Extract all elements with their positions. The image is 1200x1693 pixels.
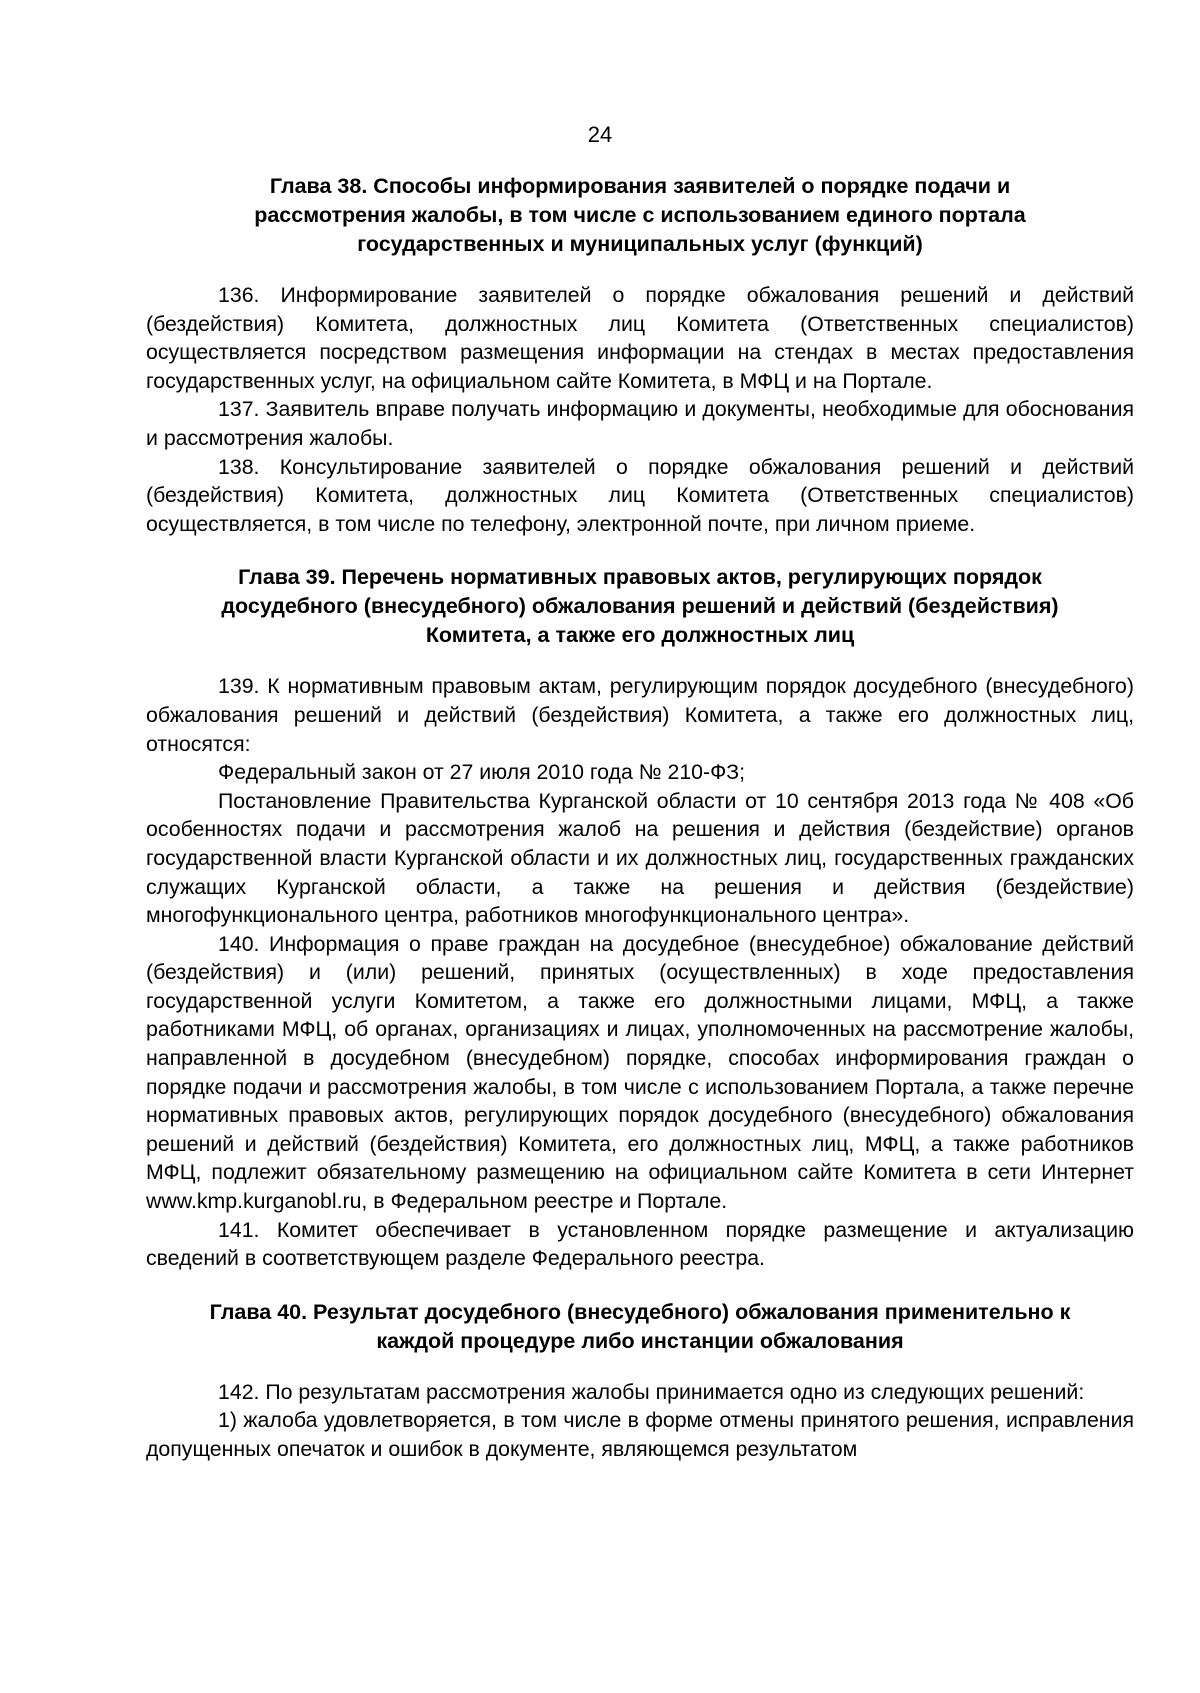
paragraph-139: 139. К нормативным правовым актам, регулирующим порядок досудебного (внесудебного) обжалования решений и действий (бездействия) Комитета, а также его должностных лиц, относятся:	[146, 674, 1134, 756]
chapter-39-heading-line: Комитета, а также его должностных лиц	[425, 623, 855, 648]
chapter-38-heading-line: Глава 38. Способы информирования заявителей о порядке подачи и	[269, 174, 1011, 198]
chapter-40-heading	[146, 1298, 1134, 1356]
paragraph-141: 141. Комитет обеспечивает в установленном порядке размещение и актуализацию сведений в соответствующем разделе Федерального реестра.	[146, 1217, 1134, 1271]
chapter-38-heading-line: государственных и муниципальных услуг (функций)	[357, 232, 923, 256]
paragraph-142-item-1: 1) жалоба удовлетворяется, в том числе в форме отмены принятого решения, исправления допущенных опечаток и ошибок в документе, являющемся результатом	[146, 1408, 1134, 1461]
paragraph-136: 136. Информирование заявителей о порядке обжалования решений и действий (бездействия) Комитета, должностных лиц Комитета (Ответственных специалистов) осуществляется посредством размещения информации на стендах в местах предоставления государственных услуг, на официальном сайте Комитета, в МФЦ и на Портале.	[146, 283, 1134, 393]
paragraph-140: 140. Информация о праве граждан на досудебное (внесудебное) обжалование действий (бездействия) и (или) решений, принятых (осуществленных) в ходе предоставления государственной услуги Комитетом, а также его должностными лицами, МФЦ, а также работниками МФЦ, об органах, организациях и лицах, уполномоченных на рассмотрение жалобы, направленной в досудебном (внесудебном) порядке, способах информирования граждан о порядке подачи и рассмотрения жалобы, в том числе с использованием Портала, а также перечне нормативных правовых актов, регулирующих порядок досудебного (внесудебного) обжалования решений и действий (бездействия) Комитета, его должностных лиц, МФЦ, а также работников МФЦ, подлежит обязательному размещению на официальном сайте Комитета в сети Интернет www.kmp.kurganobl.ru, в Федеральном реестре и Портале.	[146, 931, 1134, 1214]
chapter-39-heading-line: Глава 39. Перечень нормативных правовых актов, регулирующих порядок	[238, 565, 1042, 590]
paragraph-resolution-408: Постановление Правительства Курганской области от 10 сентября 2013 года № 408 «Об особенностях подачи и рассмотрения жалоб на решения и действия (бездействие) органов государственной власти Курганской области и их должностных лиц, государственных гражданских служащих Курганской области, а также на решения и действия (бездействие) многофункционального центра, работников многофункционального центра».	[146, 788, 1134, 928]
document-body	[146, 172, 1134, 1464]
chapter-39-heading-line: досудебного (внесудебного) обжалования решений и действий (бездействия)	[221, 594, 1059, 619]
paragraph-137: 137. Заявитель вправе получать информацию и документы, необходимые для обоснования и рассмотрения жалобы.	[146, 397, 1134, 450]
chapter-39-heading	[146, 563, 1134, 650]
chapter-40-heading-line: каждой процедуре либо инстанции обжалования	[376, 1328, 904, 1353]
chapter-38-heading	[146, 172, 1134, 259]
chapter-38-heading-line: рассмотрения жалобы, в том числе с использованием единого портала	[254, 203, 1026, 227]
paragraph-federal-law: Федеральный закон от 27 июля 2010 года № 210-ФЗ;	[218, 760, 746, 785]
page-number: 24	[587, 122, 613, 147]
paragraph-142: 142. По результатам рассмотрения жалобы принимается одно из следующих решений:	[218, 1379, 1085, 1404]
chapter-40-heading-line: Глава 40. Результат досудебного (внесудебного) обжалования применительно к	[209, 1299, 1071, 1324]
paragraph-138: 138. Консультирование заявителей о порядке обжалования решений и действий (бездействия) Комитета, должностных лиц Комитета (Ответственных специалистов) осуществляется, в том числе по телефону, электронной почте, при личном приеме.	[146, 454, 1134, 536]
